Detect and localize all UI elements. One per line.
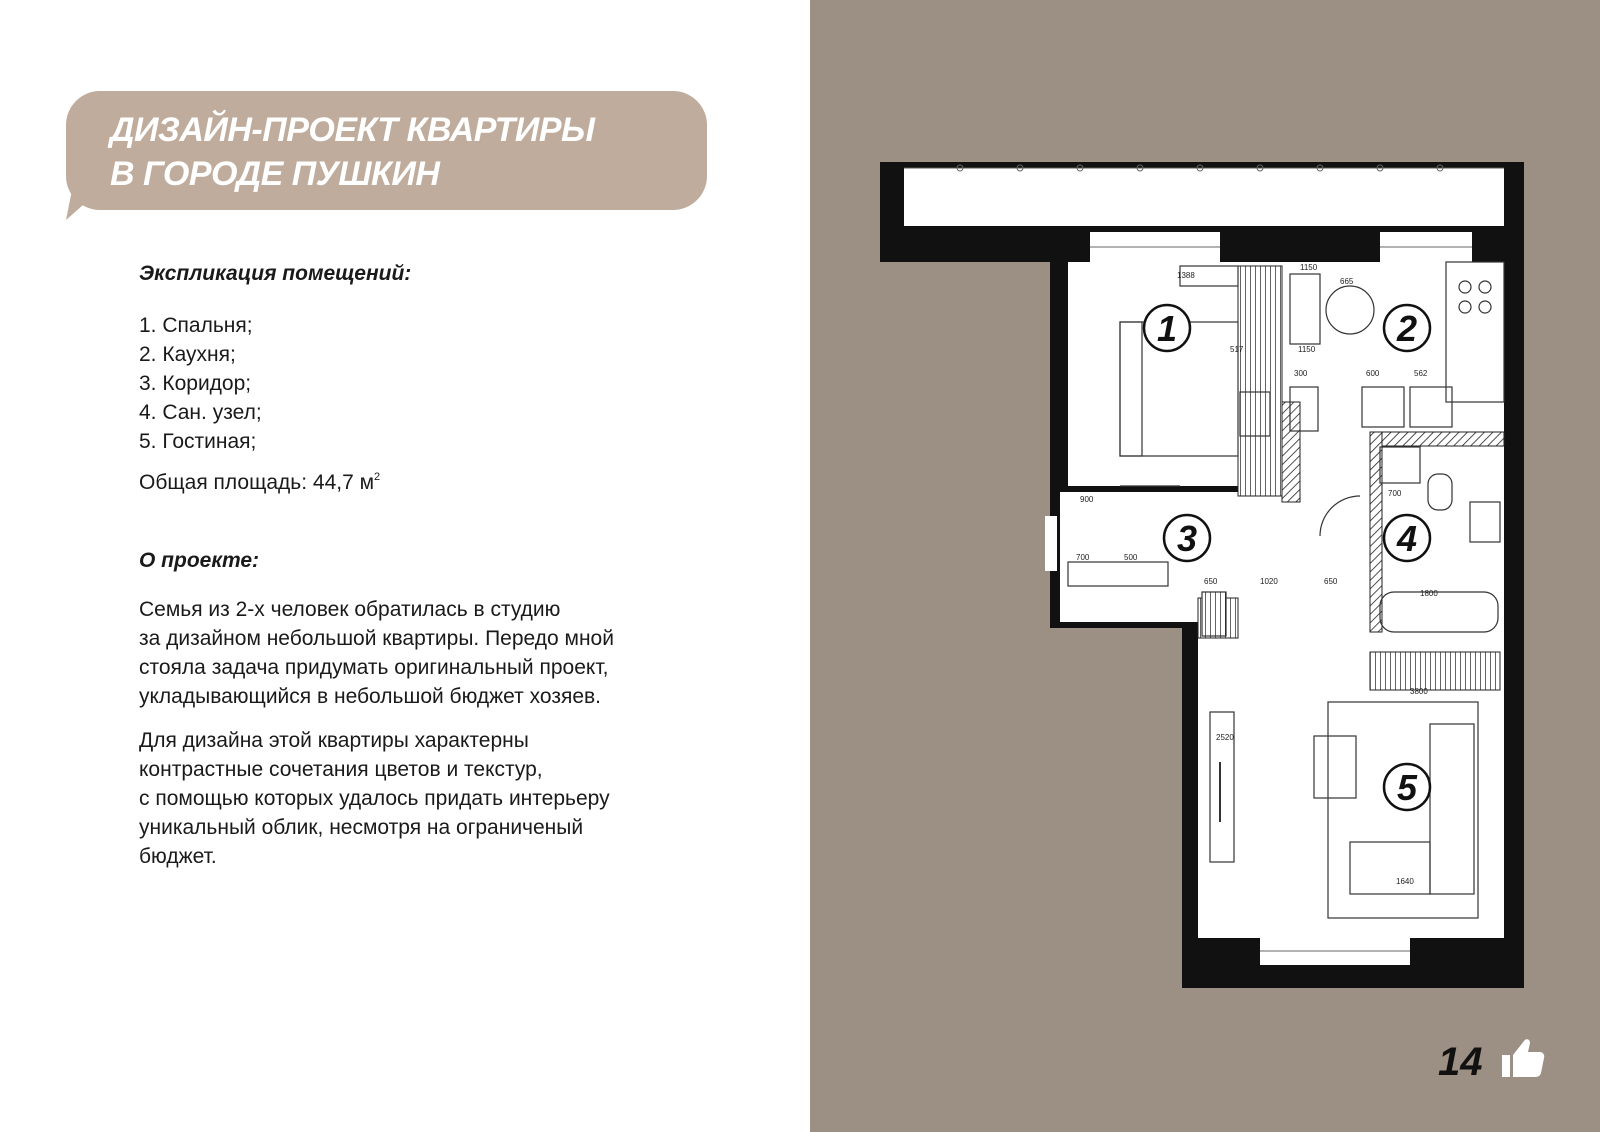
explication-heading: Экспликация помещений: (139, 262, 412, 285)
total-area (139, 471, 380, 495)
svg-text:900: 900 (1080, 495, 1094, 504)
room-list (139, 311, 262, 456)
svg-text:650: 650 (1324, 577, 1338, 586)
svg-text:2520: 2520 (1216, 733, 1234, 742)
svg-text:517: 517 (1230, 345, 1244, 354)
list-item: 5. Гостиная; (139, 430, 257, 453)
room-number-2 (1384, 305, 1430, 351)
wardrobe-wall (1238, 266, 1282, 496)
paragraph-line: стояла задача придумать оригинальный проект, (139, 656, 609, 679)
svg-text:1388: 1388 (1177, 271, 1195, 280)
svg-text:2: 2 (1396, 308, 1418, 349)
svg-text:500: 500 (1124, 553, 1138, 562)
list-item: 3. Коридор; (139, 372, 252, 395)
svg-text:4: 4 (1396, 518, 1418, 559)
svg-text:5: 5 (1396, 767, 1418, 808)
list-item: 1. Спальня; (139, 314, 253, 337)
page-title (110, 108, 595, 196)
room-number-5 (1384, 764, 1430, 810)
thumbs-up-icon (1500, 1035, 1546, 1081)
svg-text:700: 700 (1076, 553, 1090, 562)
title-line-1: ДИЗАЙН-ПРОЕКТ КВАРТИРЫ (110, 111, 595, 149)
page-number: 14 (1438, 1040, 1483, 1084)
paragraph-line: за дизайном небольшой квартиры. Передо мной (139, 627, 614, 650)
total-area-label: Общая площадь: 44,7 м (139, 471, 375, 494)
svg-text:3: 3 (1176, 518, 1198, 559)
svg-text:600: 600 (1366, 369, 1380, 378)
paragraph-line: контрастные сочетания цветов и текстур, (139, 758, 543, 781)
svg-text:300: 300 (1294, 369, 1308, 378)
svg-text:665: 665 (1340, 277, 1354, 286)
about-heading: О проекте: (139, 549, 260, 572)
about-paragraph-2 (139, 726, 739, 871)
svg-text:1800: 1800 (1420, 589, 1438, 598)
about-paragraph-1 (139, 595, 739, 711)
svg-text:562: 562 (1414, 369, 1428, 378)
bubble-tail (66, 190, 106, 224)
svg-text:650: 650 (1204, 577, 1218, 586)
room-number-4 (1384, 515, 1430, 561)
room-number-3 (1164, 515, 1210, 561)
floor-plan (880, 162, 1530, 992)
paragraph-line: уникальный облик, несмотря на ограниченый (139, 816, 584, 839)
paragraph-line: укладывающийся в небольшой бюджет хозяев. (139, 685, 601, 708)
paragraph-line: с помощью которых удалось придать интерьеру (139, 787, 610, 810)
title-line-2: В ГОРОДЕ ПУШКИН (110, 155, 440, 193)
paragraph-line: бюджет. (139, 845, 217, 868)
total-area-sup: 2 (374, 471, 381, 483)
corridor-window (1045, 516, 1057, 571)
paragraph-line: Для дизайна этой квартиры характерны (139, 729, 529, 752)
svg-text:1150: 1150 (1300, 263, 1318, 272)
list-item: 2. Каухня; (139, 343, 236, 366)
list-item: 4. Сан. узел; (139, 401, 262, 424)
svg-text:700: 700 (1388, 489, 1402, 498)
svg-text:1150: 1150 (1298, 345, 1316, 354)
svg-text:1: 1 (1156, 308, 1178, 349)
balcony (904, 168, 1504, 226)
paragraph-line: Семья из 2-х человек обратилась в студию (139, 598, 561, 621)
svg-text:3800: 3800 (1410, 687, 1428, 696)
room-number-1 (1144, 305, 1190, 351)
svg-text:1640: 1640 (1396, 877, 1414, 886)
svg-text:1020: 1020 (1260, 577, 1278, 586)
